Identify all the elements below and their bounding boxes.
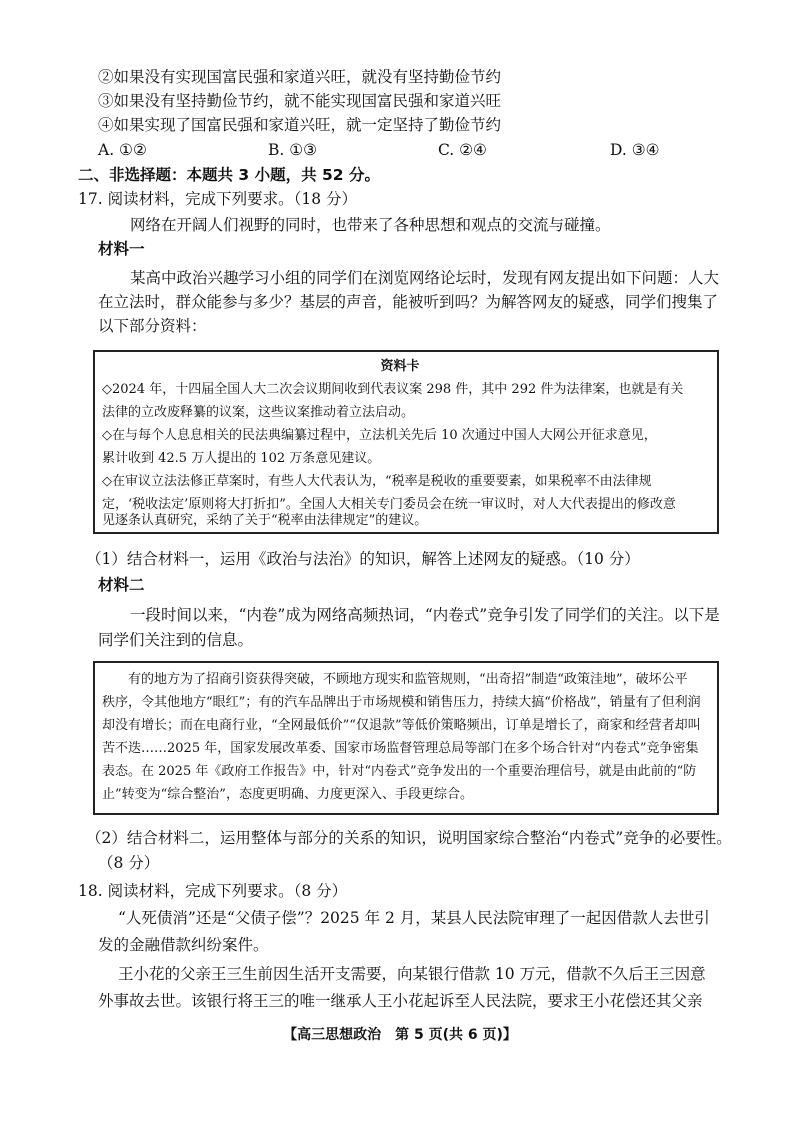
resource-card-line: ◇在审议立法法修正草案时，有些人大代表认为，“税率是税收的重要要素，如果税率不由法律规	[102, 474, 652, 489]
q17-title: 17. 阅读材料，完成下列要求。（18 分）	[78, 190, 357, 208]
q18-title: 18. 阅读材料，完成下列要求。（8 分）	[78, 882, 348, 900]
material-2-box-line: 秩序，令其他地方“眼红”；有的汽车品牌出于市场规模和销售压力，持续大搞“价格战”，销量有了但利润	[102, 695, 701, 710]
q16-statement-3: ③如果没有坚持勤俭节约，就不能实现国富民强和家道兴旺	[98, 92, 502, 110]
material-2-box-line: 苦不迭……2025 年，国家发展改革委、国家市场监督管理总局等部门在多个场合针对“内卷式”竞争密集	[102, 741, 699, 756]
material-1-label: 材料一	[98, 240, 145, 258]
q18-text: “人死债消”还是“父债子偿”？2025 年 2 月，某县人民法院审理了一起因借款人去世引	[118, 909, 710, 927]
q16-option-b: B. ①③	[268, 141, 318, 159]
material-2-box-line: 有的地方为了招商引资获得突破，不顾地方现实和监管规则，“出奇招”制造“政策洼地”，破坏公平	[128, 672, 688, 687]
material-1-text: 以下部分资料：	[98, 317, 207, 335]
q17-sub-question-2-score: （8 分）	[98, 854, 160, 872]
section-heading: 二、非选择题：本题共 3 小题，共 52 分。	[78, 166, 380, 184]
material-2-text: 同学们关注到的信息。	[98, 631, 254, 649]
q16-option-c: C. ②④	[438, 141, 487, 159]
resource-card-line: 定，‘税收法定’原则将大打折扣”。全国人大相关专门委员会在统一审议时，对人大代表提出的修改意	[102, 497, 676, 512]
page-footer: 【高三思想政治 第 5 页(共 6 页)】	[283, 1027, 517, 1043]
material-1-text: 在立法时，群众能参与多少？基层的声音，能被听到吗？为解答网友的疑惑，同学们搜集了	[98, 293, 719, 311]
material-2-box-line: 却没有增长；而在电商行业，“全网最低价”“仅退款”等低价策略频出，订单是增长了，商家和经营者却叫	[102, 718, 701, 733]
q18-text: 发的金融借款纠纷案件。	[98, 936, 269, 954]
material-2-label: 材料二	[98, 576, 145, 594]
q16-option-a: A. ①②	[98, 141, 147, 159]
q18-text: 王小花的父亲王三生前因生活开支需要，向某银行借款 10 万元，借款不久后王三因意	[118, 965, 706, 983]
q16-statement-4: ④如果实现了国富民强和家道兴旺，就一定坚持了勤俭节约	[98, 116, 502, 134]
resource-card-line: 法律的立改废释纂的议案，这些议案推动着立法启动。	[102, 405, 415, 420]
material-1-text: 某高中政治兴趣学习小组的同学们在浏览网络论坛时，发现有网友提出如下问题：人大	[130, 269, 720, 287]
q16-option-d: D. ③④	[610, 141, 660, 159]
q18-text: 外事故去世。该银行将王三的唯一继承人王小花起诉至人民法院，要求王小花偿还其父亲	[98, 992, 703, 1010]
material-2-box-line: 止”转变为“综合整治”，态度更明确、力度更深入、手段更综合。	[102, 787, 473, 802]
q17-sub-question-2: （2）结合材料二，运用整体与部分的关系的知识，说明国家综合整治“内卷式”竞争的必要性。	[86, 829, 732, 847]
resource-card-line: ◇在与每个人息息相关的民法典编纂过程中，立法机关先后 10 次通过中国人大网公开征求意见，	[102, 428, 657, 443]
resource-card-title: 资料卡	[380, 359, 420, 374]
resource-card-line: 见逐条认真研究，采纳了关于“税率由法律规定”的建议。	[102, 513, 428, 528]
resource-card-line: 累计收到 42.5 万人提出的 102 万条意见建议。	[102, 451, 381, 466]
q17-intro: 网络在开阔人们视野的同时，也带来了各种思想和观点的交流与碰撞。	[130, 216, 611, 234]
q17-sub-question-1: （1）结合材料一，运用《政治与法治》的知识，解答上述网友的疑惑。（10 分）	[86, 550, 640, 568]
resource-card-line: ◇2024 年，十四届全国人大二次会议期间收到代表议案 298 件，其中 292 件为法律案，也就是有关	[102, 382, 684, 397]
material-2-box-line: 表态。在 2025 年《政府工作报告》中，针对“内卷式”竞争发出的一个重要治理信号，就是由此前的“防	[102, 764, 697, 779]
q16-statement-2: ②如果没有实现国富民强和家道兴旺，就没有坚持勤俭节约	[98, 68, 502, 86]
material-2-text: 一段时间以来，“内卷”成为网络高频热词，“内卷式”竞争引发了同学们的关注。以下是	[130, 606, 720, 624]
